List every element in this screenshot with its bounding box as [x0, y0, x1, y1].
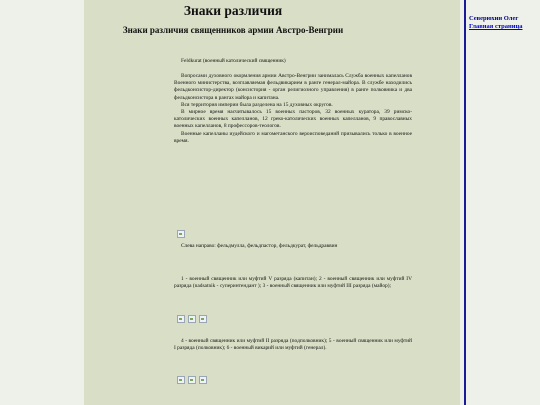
caption-line: [174, 58, 412, 65]
figure1-images: [177, 230, 185, 238]
broken-image-icon: [199, 315, 207, 323]
intro-paragraph: Военные капелланы иудейского и магометанского вероисповеданий призывались только в военное время.: [174, 130, 412, 144]
figure2-caption: [174, 276, 412, 290]
sidebar: [469, 15, 540, 31]
page-title: Знаки различия: [183, 3, 283, 18]
author-name: Северюхин Олег: [469, 15, 519, 22]
intro-paragraph: В мирное время насчитывалось 15 военных пасторов, 32 военных куратора, 39 римско-католических военных капелланов, 12 греко-католических военных капелланов, 9 православных военных капелланов, 8 профессоров-теологов.: [174, 109, 412, 130]
figure3-caption: [174, 338, 412, 352]
figure2-caption-text: 1 - военный священник или муфтий V разряда (капитан); 2 - военный священник или муфтий IV разряда (nadsatnik - суперинтендант ); 3 - военный священник или муфтий III разряда (майор);: [174, 276, 412, 290]
column-divider: [464, 0, 466, 405]
intro-text: [174, 73, 412, 145]
figure2-images: [177, 315, 207, 323]
figure1-caption: [174, 243, 412, 250]
broken-image-icon: [199, 376, 207, 384]
intro-paragraph: Вопросами духовного окормления армии Австро-Венгрии занималась Служба военных капелланов Военного министерства, возглавляемая фельдвикарием в ранге генерал-майора. В службе находились фельдконсистор-директор (консистория - орган религиозного управления) в ранге полковника и два фельдконсистора в рангах майора и капитана.: [174, 73, 412, 101]
broken-image-icon: [188, 376, 196, 384]
home-link[interactable]: Главная страница: [469, 23, 523, 30]
figure1-caption-text: Слева направо: фельдмулла, фельдпастор, фельдкурат, фельдраввин: [181, 243, 338, 249]
figure3-images: [177, 376, 207, 384]
broken-image-icon: [177, 230, 185, 238]
broken-image-icon: [177, 376, 185, 384]
page-container: [84, 0, 523, 405]
figure3-caption-text: 4 - военный священник или муфтий II разряда (подполковник); 5 - военный священник или муфтий I разряда (полковник); 6 - военный викарий или муфтий (генерал).: [174, 338, 412, 352]
broken-image-icon: [177, 315, 185, 323]
caption-line-text: Feldkurat (военный католический священник): [181, 58, 286, 64]
page-subtitle: Знаки различия священников армии Австро-Венгрии: [122, 25, 344, 35]
main-content: [84, 0, 412, 405]
intro-paragraph: Вся территория империи была разделена на 15 духовных округов.: [181, 101, 333, 108]
broken-image-icon: [188, 315, 196, 323]
